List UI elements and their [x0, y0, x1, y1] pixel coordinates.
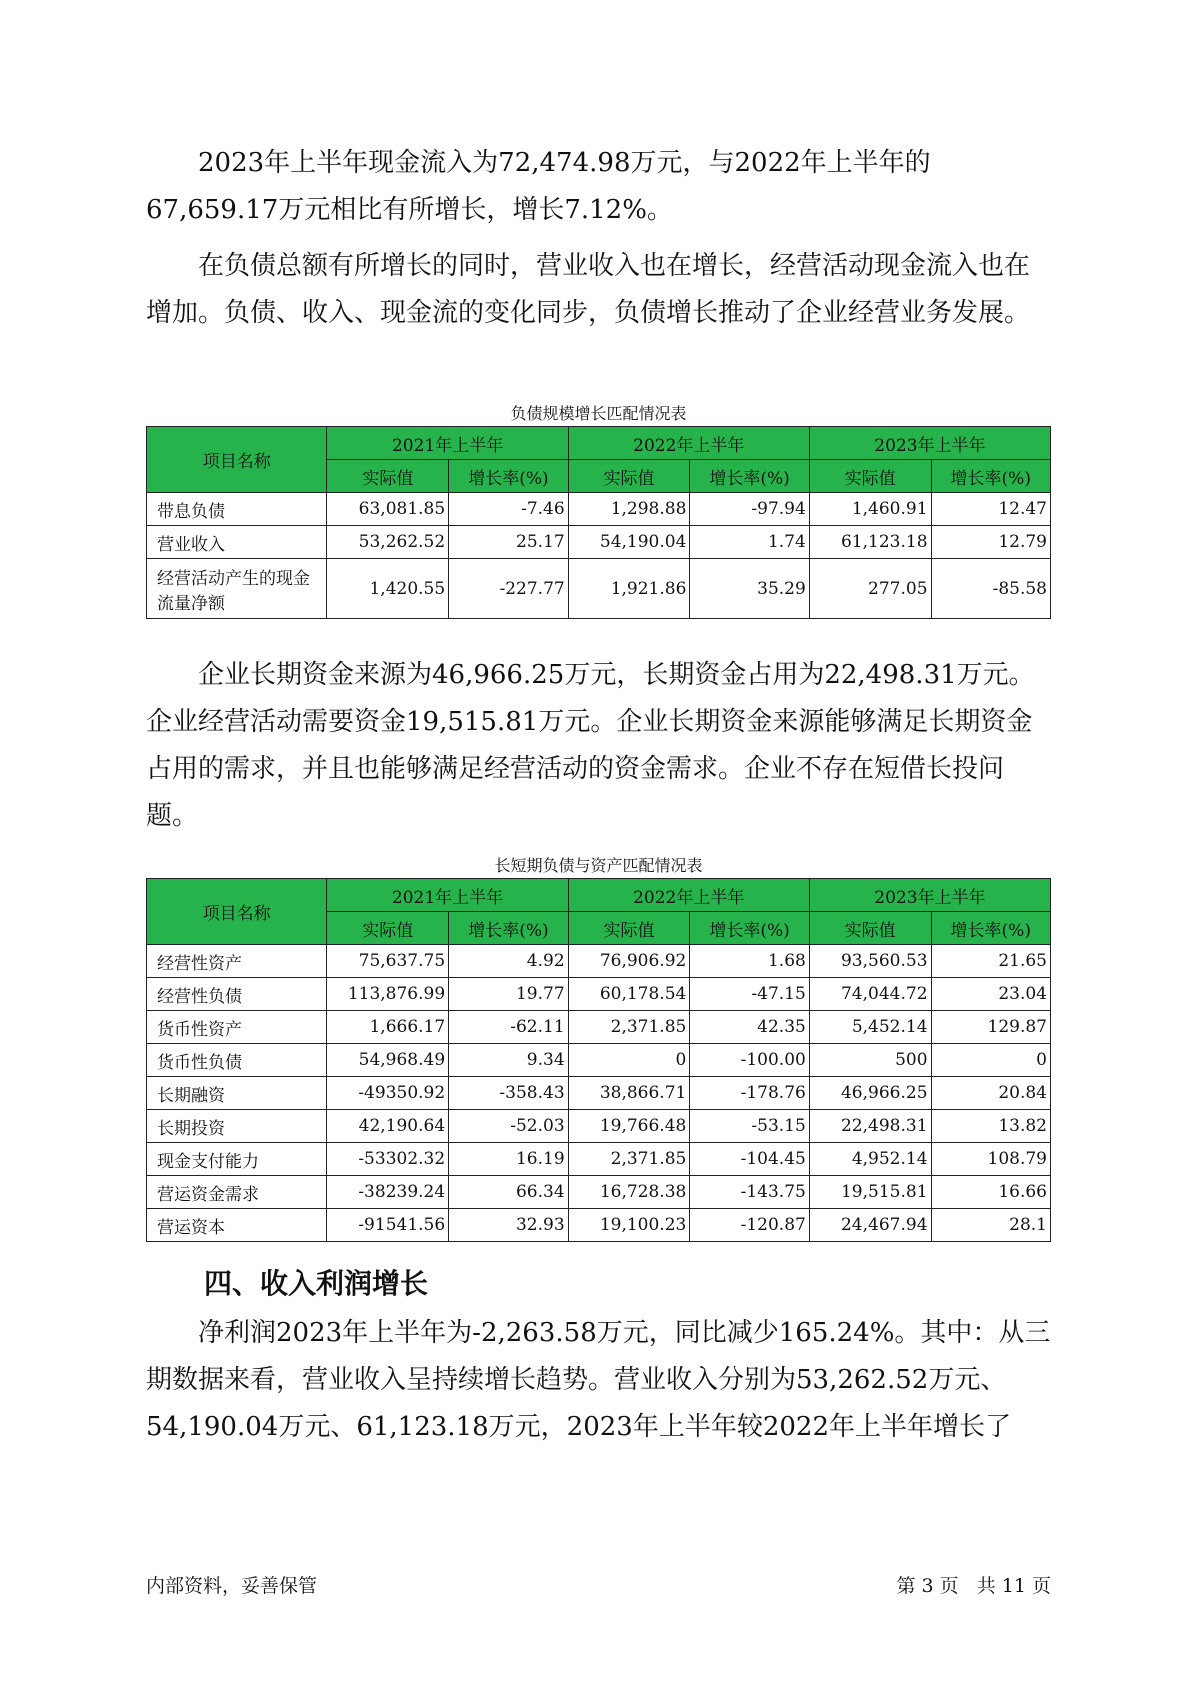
table2-caption: 长短期负债与资产匹配情况表	[494, 856, 703, 875]
header-period: 2021年上半年	[327, 879, 568, 912]
cell-actual-value: 2,371.85	[568, 1143, 690, 1176]
table-row	[147, 526, 1051, 559]
table-row	[147, 559, 1051, 619]
header-actual-value: 实际值	[568, 912, 690, 945]
cell-actual-value: 93,560.53	[809, 945, 931, 978]
cell-actual-value: -38239.24	[327, 1176, 449, 1209]
cell-actual-value: 19,100.23	[568, 1209, 690, 1242]
row-item-name: 带息负债	[147, 493, 327, 526]
cell-growth-rate: 9.34	[449, 1044, 568, 1077]
row-item-name: 经营活动产生的现金流量净额	[147, 559, 327, 619]
cell-actual-value: 277.05	[809, 559, 931, 619]
row-item-name: 经营性资产	[147, 945, 327, 978]
cell-growth-rate: 32.93	[449, 1209, 568, 1242]
cell-actual-value: 500	[809, 1044, 931, 1077]
cell-actual-value: 42,190.64	[327, 1110, 449, 1143]
cell-growth-rate: 0	[931, 1044, 1050, 1077]
cell-growth-rate: -85.58	[931, 559, 1050, 619]
cell-actual-value: 54,968.49	[327, 1044, 449, 1077]
table-row	[147, 945, 1051, 978]
cell-growth-rate: -104.45	[690, 1143, 809, 1176]
row-item-name: 货币性负债	[147, 1044, 327, 1077]
paragraph-text: 2023年上半年现金流入为72,474.98万元，与2022年上半年的67,659.17万元相比有所增长，增长7.12%。	[146, 148, 931, 225]
table-row	[147, 1176, 1051, 1209]
cell-actual-value: 1,921.86	[568, 559, 690, 619]
cell-growth-rate: 12.79	[931, 526, 1050, 559]
cell-growth-rate: 28.1	[931, 1209, 1050, 1242]
table-row	[147, 493, 1051, 526]
cell-growth-rate: 12.47	[931, 493, 1050, 526]
row-item-name: 货币性资产	[147, 1011, 327, 1044]
header-period: 2022年上半年	[568, 427, 809, 460]
header-actual-value: 实际值	[568, 460, 690, 493]
cell-growth-rate: 1.74	[690, 526, 809, 559]
cell-actual-value: 1,420.55	[327, 559, 449, 619]
table2-body	[147, 945, 1051, 1242]
cell-actual-value: 22,498.31	[809, 1110, 931, 1143]
paragraph-debt-growth	[146, 243, 1051, 337]
header-actual-value: 实际值	[809, 460, 931, 493]
cell-actual-value: 1,298.88	[568, 493, 690, 526]
cell-growth-rate: -7.46	[449, 493, 569, 526]
cell-actual-value: 1,460.91	[809, 493, 931, 526]
row-item-name: 长期融资	[147, 1077, 327, 1110]
cell-actual-value: 75,637.75	[327, 945, 449, 978]
row-item-name: 营业收入	[147, 526, 327, 559]
cell-growth-rate: -47.15	[690, 978, 809, 1011]
header-growth-rate: 增长率(%)	[449, 912, 568, 945]
cell-actual-value: 63,081.85	[327, 493, 449, 526]
row-item-name: 长期投资	[147, 1110, 327, 1143]
table1-body	[147, 493, 1051, 619]
cell-actual-value: 38,866.71	[568, 1077, 690, 1110]
header-growth-rate: 增长率(%)	[690, 460, 809, 493]
header-item-name: 项目名称	[147, 427, 327, 493]
row-item-name: 营运资本	[147, 1209, 327, 1242]
header-actual-value: 实际值	[327, 460, 449, 493]
cell-actual-value: 2,371.85	[568, 1011, 690, 1044]
cell-growth-rate: 19.77	[449, 978, 568, 1011]
cell-actual-value: 1,666.17	[327, 1011, 449, 1044]
header-growth-rate: 增长率(%)	[690, 912, 809, 945]
cell-growth-rate: 35.29	[690, 559, 809, 619]
cell-growth-rate: 42.35	[690, 1011, 809, 1044]
table-row	[147, 1077, 1051, 1110]
table1-caption: 负债规模增长匹配情况表	[510, 404, 687, 423]
cell-growth-rate: 16.19	[449, 1143, 568, 1176]
section-heading: 四、收入利润增长	[204, 1267, 429, 1300]
cell-actual-value: 54,190.04	[568, 526, 690, 559]
table-row	[147, 1209, 1051, 1242]
paragraph-net-profit	[146, 1310, 1051, 1451]
cell-actual-value: 4,952.14	[809, 1143, 931, 1176]
header-period: 2023年上半年	[809, 879, 1050, 912]
header-growth-rate: 增长率(%)	[931, 460, 1050, 493]
cell-growth-rate: -100.00	[690, 1044, 809, 1077]
paragraph-cash-inflow	[146, 140, 1051, 234]
cell-growth-rate: -178.76	[690, 1077, 809, 1110]
cell-growth-rate: 66.34	[449, 1176, 568, 1209]
paragraph-text: 在负债总额有所增长的同时，营业收入也在增长，经营活动现金流入也在增加。负债、收入、现金流的变化同步，负债增长推动了企业经营业务发展。	[146, 251, 1031, 328]
cell-actual-value: 74,044.72	[809, 978, 931, 1011]
cell-actual-value: 46,966.25	[809, 1077, 931, 1110]
row-item-name: 营运资金需求	[147, 1176, 327, 1209]
cell-growth-rate: 23.04	[931, 978, 1050, 1011]
cell-growth-rate: -97.94	[690, 493, 809, 526]
cell-growth-rate: -143.75	[690, 1176, 809, 1209]
paragraph-text: 企业长期资金来源为46,966.25万元，长期资金占用为22,498.31万元。企业经营活动需要资金19,515.81万元。企业长期资金来源能够满足长期资金占用的需求，并且也能够满足经营活动的资金需求。企业不存在短借长投问题。	[146, 660, 1035, 831]
footer-page-number: 第 3 页 共 11 页	[896, 1575, 1051, 1597]
cell-actual-value: 16,728.38	[568, 1176, 690, 1209]
debt-scale-table	[146, 426, 1051, 619]
cell-actual-value: 61,123.18	[809, 526, 931, 559]
cell-growth-rate: -52.03	[449, 1110, 568, 1143]
header-period: 2021年上半年	[327, 427, 568, 460]
cell-actual-value: 24,467.94	[809, 1209, 931, 1242]
header-growth-rate: 增长率(%)	[449, 460, 569, 493]
cell-growth-rate: -62.11	[449, 1011, 568, 1044]
cell-growth-rate: 108.79	[931, 1143, 1050, 1176]
cell-growth-rate: 13.82	[931, 1110, 1050, 1143]
cell-growth-rate: 21.65	[931, 945, 1050, 978]
cell-actual-value: 60,178.54	[568, 978, 690, 1011]
table-row	[147, 1011, 1051, 1044]
cell-growth-rate: 4.92	[449, 945, 568, 978]
table-row	[147, 1044, 1051, 1077]
header-period: 2023年上半年	[809, 427, 1050, 460]
cell-growth-rate: -227.77	[449, 559, 569, 619]
cell-growth-rate: 16.66	[931, 1176, 1050, 1209]
cell-actual-value: 76,906.92	[568, 945, 690, 978]
cell-growth-rate: -120.87	[690, 1209, 809, 1242]
row-item-name: 现金支付能力	[147, 1143, 327, 1176]
cell-growth-rate: -358.43	[449, 1077, 568, 1110]
cell-growth-rate: 20.84	[931, 1077, 1050, 1110]
cell-actual-value: 0	[568, 1044, 690, 1077]
header-item-name: 项目名称	[147, 879, 327, 945]
row-item-name: 经营性负债	[147, 978, 327, 1011]
header-period: 2022年上半年	[568, 879, 809, 912]
table-row	[147, 1143, 1051, 1176]
header-actual-value: 实际值	[809, 912, 931, 945]
cell-growth-rate: 129.87	[931, 1011, 1050, 1044]
cell-actual-value: 113,876.99	[327, 978, 449, 1011]
cell-actual-value: -49350.92	[327, 1077, 449, 1110]
paragraph-long-term-funds	[146, 652, 1051, 840]
header-actual-value: 实际值	[327, 912, 449, 945]
footer-confidential-note: 内部资料，妥善保管	[146, 1575, 318, 1597]
cell-actual-value: 53,262.52	[327, 526, 449, 559]
cell-actual-value: -91541.56	[327, 1209, 449, 1242]
cell-growth-rate: -53.15	[690, 1110, 809, 1143]
table-row	[147, 978, 1051, 1011]
cell-growth-rate: 1.68	[690, 945, 809, 978]
header-growth-rate: 增长率(%)	[931, 912, 1050, 945]
paragraph-text: 净利润2023年上半年为-2,263.58万元，同比减少165.24%。其中：从三期数据来看，营业收入呈持续增长趋势。营业收入分别为53,262.52万元、54,190.04万元、61,123.18万元，2023年上半年较2022年上半年增长了	[146, 1318, 1051, 1442]
cell-growth-rate: 25.17	[449, 526, 569, 559]
cell-actual-value: 19,766.48	[568, 1110, 690, 1143]
table-row	[147, 1110, 1051, 1143]
asset-liability-match-table	[146, 878, 1051, 1242]
cell-actual-value: 5,452.14	[809, 1011, 931, 1044]
cell-actual-value: 19,515.81	[809, 1176, 931, 1209]
cell-actual-value: -53302.32	[327, 1143, 449, 1176]
